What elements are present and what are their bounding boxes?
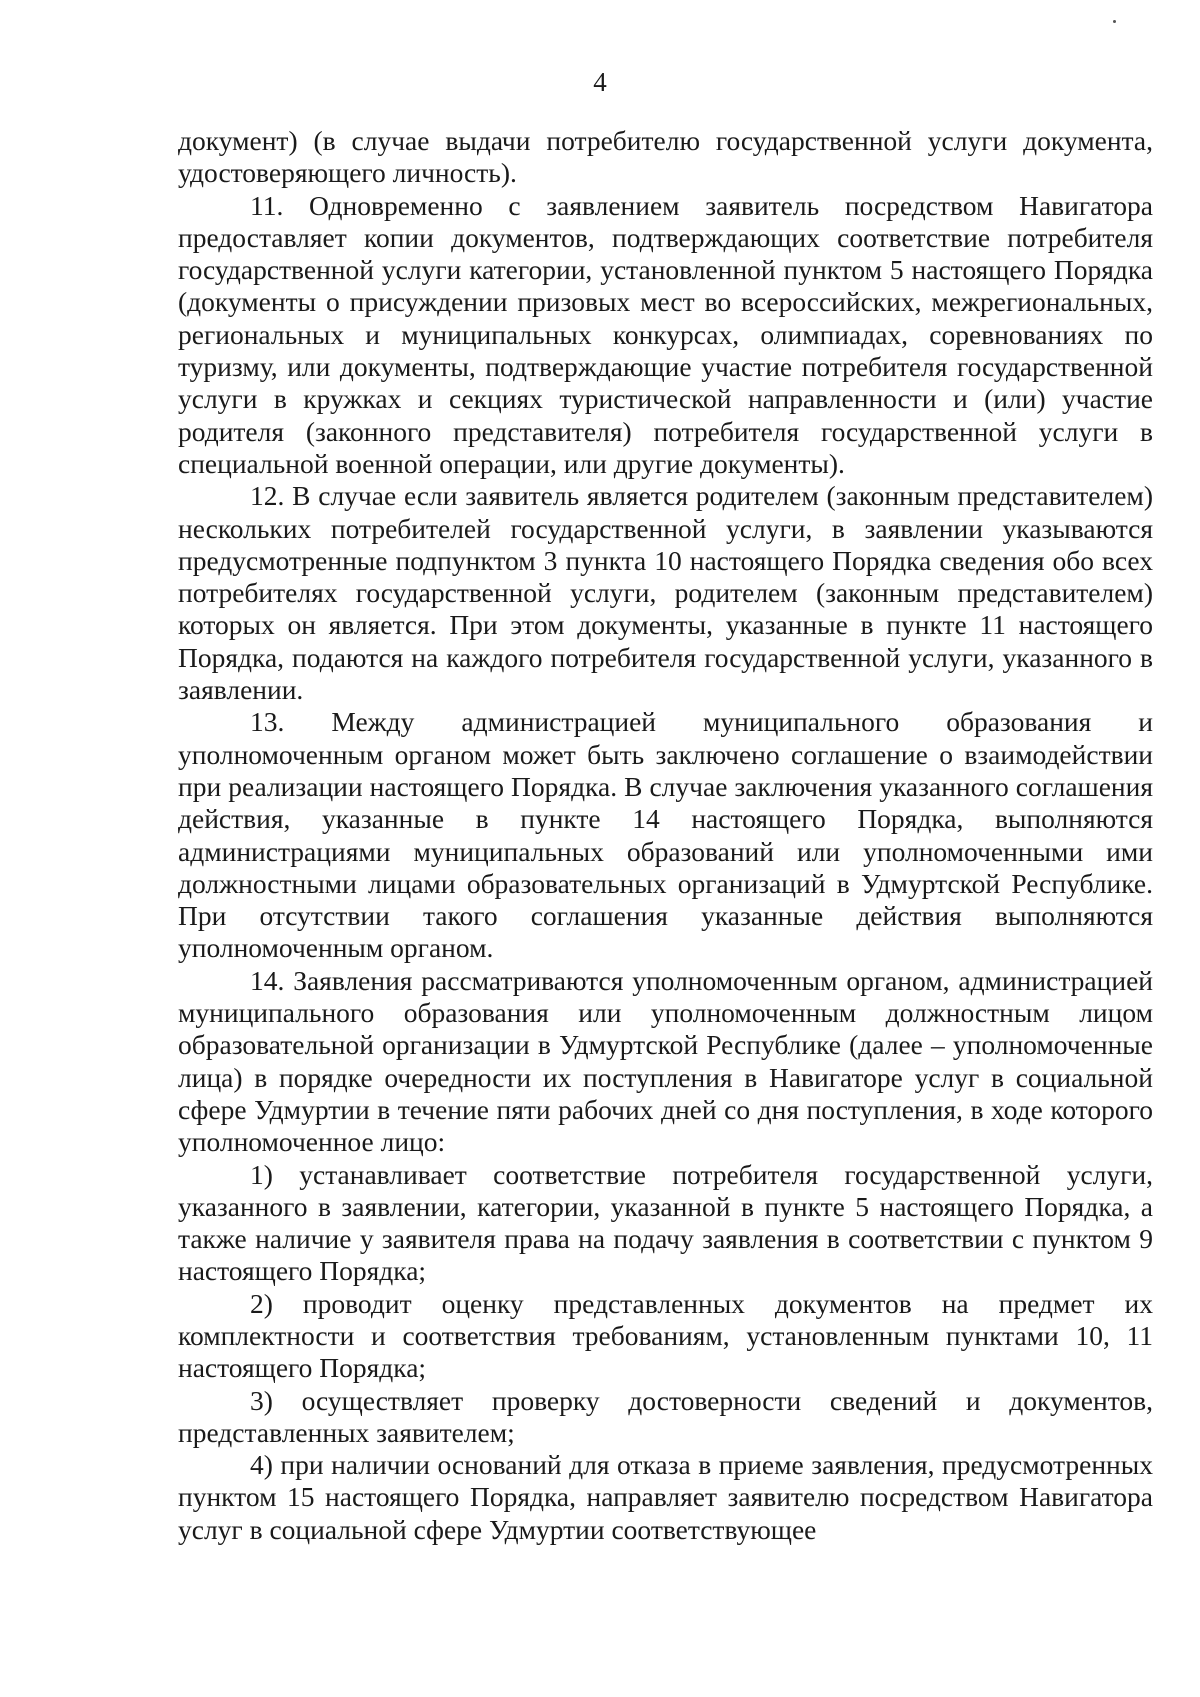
paragraph-item-12: 12. В случае если заявитель является родителем (законным представителем) нескольких потребителей государственной услуги, в заявлении указываются предусмотренные подпунктом 3 пункта 10 настоящего Порядка сведения обо всех потребителях государственной услуги, родителем (законным представителем) которых он является. При этом документы, указанные в пункте 11 настоящего Порядка, подаются на каждого потребителя государственной услуги, указанного в заявлении. bbox=[178, 480, 1153, 706]
paragraph-item-14-subitem-1: 1) устанавливает соответствие потребителя государственной услуги, указанного в заявлении, категории, указанной в пункте 5 настоящего Порядка, а также наличие у заявителя права на подачу заявления в соответствии с пунктом 9 настоящего Порядка; bbox=[178, 1158, 1153, 1287]
document-body bbox=[178, 125, 1153, 1546]
page-number: 4 bbox=[593, 67, 607, 97]
paragraph-item-13: 13. Между администрацией муниципального образования и уполномоченным органом может быть заключено соглашение о взаимодействии при реализации настоящего Порядка. В случае заключения указанного соглашения действия, указанные в пункте 14 настоящего Порядка, выполняются администрациями муниципальных образований или уполномоченными ими должностными лицами образовательных организаций в Удмуртской Республике. При отсутствии такого соглашения указанные действия выполняются уполномоченным органом. bbox=[178, 706, 1153, 964]
paragraph-item-14-subitem-2: 2) проводит оценку представленных документов на предмет их комплектности и соответствия требованиям, установленным пунктами 10, 11 настоящего Порядка; bbox=[178, 1287, 1153, 1384]
paragraph-item-14: 14. Заявления рассматриваются уполномоченным органом, администрацией муниципального образования или уполномоченным должностным лицом образовательной организации в Удмуртской Республике (далее – уполномоченные лица) в порядке очередности их поступления в Навигаторе услуг в социальной сфере Удмуртии в течение пяти рабочих дней со дня поступления, в ходе которого уполномоченное лицо: bbox=[178, 964, 1153, 1158]
paragraph-item-11: 11. Одновременно с заявлением заявитель посредством Навигатора предоставляет копии документов, подтверждающих соответствие потребителя государственной услуги категории, установленной пунктом 5 настоящего Порядка (документы о присуждении призовых мест во всероссийских, межрегиональных, региональных и муниципальных конкурсах, олимпиадах, соревнованиях по туризму, или документы, подтверждающие участие потребителя государственной услуги в кружках и секциях туристической направленности и (или) участие родителя (законного представителя) потребителя государственной услуги в специальной военной операции, или другие документы). bbox=[178, 189, 1153, 479]
scan-speck bbox=[1113, 20, 1116, 23]
paragraph-item-14-subitem-4: 4) при наличии оснований для отказа в приеме заявления, предусмотренных пунктом 15 настоящего Порядка, направляет заявителю посредством Навигатора услуг в социальной сфере Удмуртии соответствующее bbox=[178, 1449, 1153, 1545]
paragraph-item-14-subitem-3: 3) осуществляет проверку достоверности сведений и документов, представленных заявителем; bbox=[178, 1384, 1153, 1448]
paragraph-continuation: документ) (в случае выдачи потребителю государственной услуги документа, удостоверяющего личность). bbox=[178, 125, 1153, 189]
